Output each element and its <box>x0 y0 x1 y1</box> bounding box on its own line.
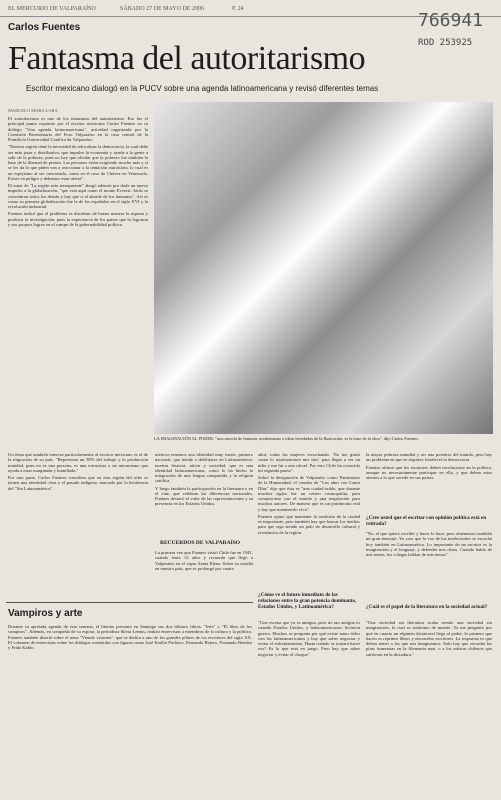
q2-answer: "Una escena que ya es antigua, pero no tan antigua es cuando Estados Unidos, y latinoamericanos, hicieron guerra. Muchos se pregunta por qué existe tanto dolor con los latinoamericanos y hay que saber negociar y evitar el enfrentamiento. Hasta cuándo se tomará hacer eso? Es lo que está en juego. Pero hay que saber negociar y evitar el choque". <box>258 620 360 657</box>
col4-p3: Fuentes opinó que mantener la tradición de la ciudad es importante, pero también hay que buscar los medios para que siga siendo un polo de desarrollo cultural y económico de la región. <box>258 513 360 535</box>
col5-p1: la mayor pobreza mundial y ser una potencia del mundo, pero hay un problema en que se requiere fortalecer la democracia. <box>366 452 492 463</box>
subhead-recuerdos: RECUERDOS DE VALPARAÍSO <box>160 540 241 546</box>
photo-carlos-fuentes <box>154 102 493 434</box>
author-name: Carlos Fuentes <box>8 22 81 33</box>
column-5 <box>366 452 492 512</box>
vampiros-rule <box>6 602 253 603</box>
subhead-vampiros: Vampiros y arte <box>8 608 83 619</box>
stamp-number: 766941 <box>418 10 484 31</box>
col2-p1: Un tema que también interesa particularmente al escritor mexicano es el de la migración de su país. "Representa un 38% del trabajo y la producción mundial, pues no es una persona, es una estructura y un mecanismo que ayuda a estar marginada y humillada." <box>8 452 148 473</box>
byline: MARCELO MORA LARA <box>8 108 58 113</box>
col3-p1: méricos tenemos una identidad muy fuerte, primero nacional, que tiende a debilitarse en Latinoamérica: nuestra historia, raíces y sociedad, que es una identidad latinoamericana, como lo ha hecho la integración de una lengua compartida y la religión católica. <box>155 452 253 484</box>
masthead-date: SÁBADO 27 DE MAYO DE 2006 <box>120 6 204 12</box>
column-2 <box>8 452 148 600</box>
stamp-code: ROD 253925 <box>418 38 473 48</box>
col1-p4: Fuentes indicó que el problema es distribuir de buena manera la riqueza y producir la investigación, pues la experiencia de los países que lo lograron y sus propios logros en el campo de la gobernabilidad política. <box>8 211 148 227</box>
subhead-q3: ¿Cuál es el papel de la literatura en la sociedad actual? <box>366 604 488 610</box>
column-3 <box>155 452 253 536</box>
column-4 <box>258 452 360 590</box>
col4-p2: Sobre la designación de Valparaíso como Patrimonio de la Humanidad, el creador de "Los años con Laura Díaz" dijo que ésta es "una ciudad noble, que durante muchos siglos fue un centro cosmopolita, para comunicarse con el mundo y una inspiración para muchos autores. De manera que es un patrimonio real y hay que mantenerlo vivo". <box>258 475 360 512</box>
col3-p2: Y luego también la participación en la literatura y en el cine, que celebran las diferencias nacionales. Fuentes destacó el valor de las representaciones y su presencia en los Estados Unidos. <box>155 485 253 507</box>
col1-p2: "Nuestra región tiene la necesidad de relocalizar la democracia, la cual debe ser más justa y distributiva, que impulse la economía y ayude a la gente a salir de la pobreza, pues no hay que olvidar que la pobreza fue también la base de la libertad de prensa. Las personas están exigiendo mucho más y si se les da lo que piden van a reaccionar a la tentación autoritaria, lo cual es un espejismo al ser concretado, como en el caso de Chávez en Venezuela. Existe en peligro y debemos estar alerta". <box>8 144 148 181</box>
subhead-q2: ¿Cómo ve el futuro inmediato de las relaciones entre la gran potencia dominante, Estados Unidos, y Latinoamérica? <box>258 592 357 610</box>
col2-p2: Por otra parte, Carlos Fuentes considera que en esta región del orbe se tienen una identidad clara y el pasado indígena, marcado por la bivalencia del "Sin Latinoamérica". <box>8 475 148 491</box>
q3-answer: "Una sociedad sin literatura acaba siendo una sociedad sin imaginación, lo cual es sinónimo de muerte. Ya me pregunto por qué en cuanto un régimen dictatorial llega al poder, lo primero que hacen es reprimir libros y encarcelar escritores. La respuesta es que deben temer a los que nos imaginamos. Solo hay que recordar las piras funerarias en la Alemania nazi, o a los artistas chilenos que sufrieron en la dictadura." <box>366 620 492 657</box>
masthead-paper: EL MERCURIO DE VALPARAÍSO <box>8 6 96 12</box>
masthead-page: P. 24 <box>232 6 244 12</box>
photo-caption: LA IMAGINACIÓN AL PODER: "una mezcla de fantasía, modernismo e ideas heredadas de la Ilustración, es la base de la obra", dijo Carlos Fuentes. <box>154 436 419 441</box>
col5-p2: Fuentes afirmó que los escritores deben involucrarse en la política, aunque no necesariamente participar en ella, y que deben estar atentos a lo que sucede en sus países. <box>366 464 492 480</box>
col4-p1: años, todas las mujeres escuchando: 'No me gustó como lo representaron mis tías', para llegar a ser un niño y me fui a una cárcel. Por esto Chile ha conocido mi segunda patria". <box>258 452 360 473</box>
q1-answer: "No, el que quiere escribir y hacer lo hace, pero obtenemos también un gran mensaje. Yo creo que la voz de los intelectuales se escucha hoy también en Latinoamérica. Lo importante de un escritor es la imaginación y el lenguaje, y defender mis obras. Cuando hablo de mis temas, los colegas hablan de mis temas". <box>366 531 492 557</box>
article-subtitle: Escritor mexicano dialogó en la PUCV sobre una agenda latinoamericana y revisó diferentes temas <box>26 84 379 93</box>
subhead-q1: ¿Cree usted que el escritor con opinión política está en retirada? <box>366 515 487 527</box>
article-title: Fantasma del autoritarismo <box>8 40 366 77</box>
col1-p1: El autoritarismo es uno de los fantasmas del autoritarismo. Ese fue el principal punto expuesto por el escritor mexicano Carlos Fuentes en su diálogo "Una agenda latinoamericana", actividad organizada por la Comisión Bicentenario del Foro Valparaíso en la casa central de la Pontificia Universidad Católica de Valparaíso. <box>8 116 148 142</box>
column-1 <box>8 116 148 446</box>
recuerdos-text: La primera vez que Fuentes visitó Chile fue en 1941, cuando tenía 12 años y recuerda que llegó a Valparaíso en el vapor Santa Elena. Sobre su estadía en nuestro país, que se prolongó por cuatro <box>155 550 253 571</box>
col1-p3: El autor de "La región más transparente" abogó además por darle un nuevo impulso a la globalización, "que está aquí como el monte Everest. Atrás se concentran todos los demás y hay que ir al aborde de los humanos". Así es como su primera globalización fue la de los españoles en el siglo XVI y la revolución industrial. <box>8 183 148 209</box>
vampiros-text: Durante su apretada agenda de esta semana, el literato presentó en Santiago sus dos últimos libros: "Inés" y "El libro de los vampiros". Además, en compañía de su esposa, la periodista Silvia Lemus, realizó entrevistas a miembros de la cultura y la política. Fuentes también disertó sobre el tema "Viendo visiones", que se dedica a uno de los grandes pilares de los escritores del siglo XX. El volumen de entrevistas reúne los diálogos sostenidos con figuras como José Emilio Pacheco, Fernando Botero, Fernando Benítez y Frida Kahlo. <box>8 624 252 650</box>
